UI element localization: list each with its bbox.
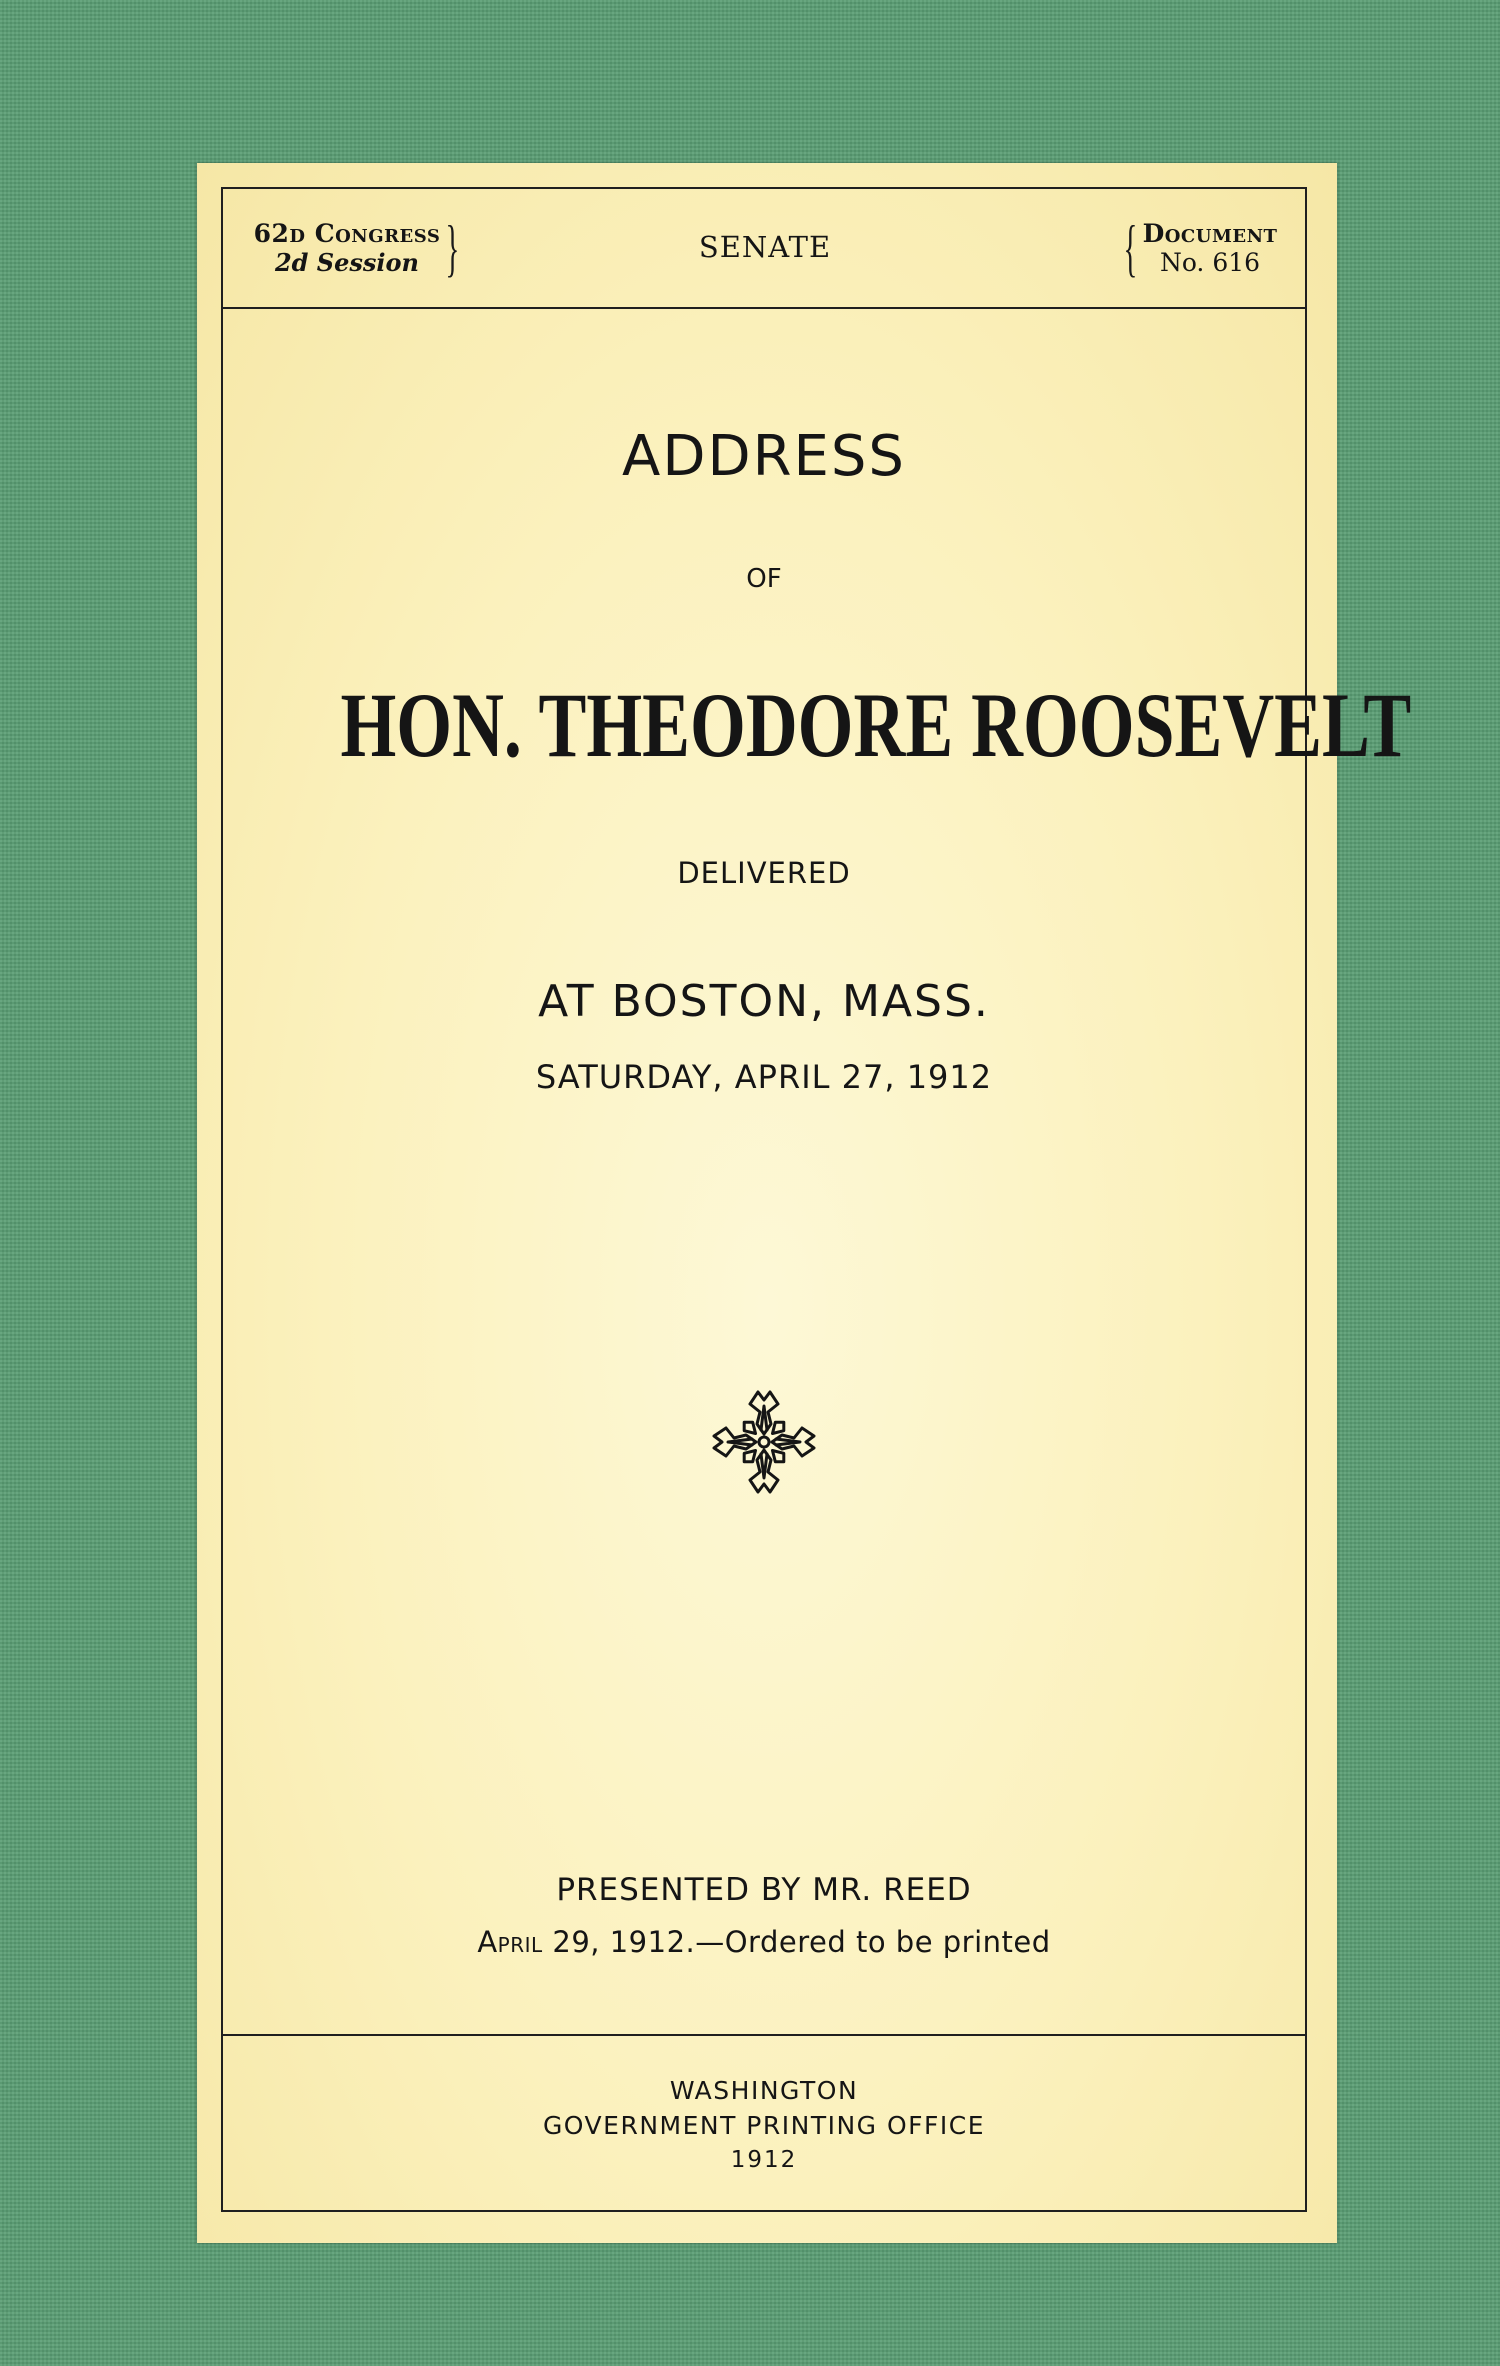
document-number-block [1135, 219, 1285, 277]
document-label: Document [1142, 219, 1278, 248]
title-of: OF [746, 564, 782, 594]
cross-flourish-ornament-icon [709, 1384, 819, 1500]
ordered-text: 29, 1912.—Ordered to be printed [542, 1925, 1051, 1959]
cover-frame [221, 187, 1412, 2212]
chamber-label: SENATE [698, 230, 832, 264]
title-heading: ADDRESS [622, 424, 906, 489]
publisher-office: GOVERNMENT PRINTING OFFICE [542, 2111, 986, 2140]
footer-rule [221, 2034, 1307, 2036]
left-brace-icon: { [1123, 212, 1138, 283]
presented-by: PRESENTED BY MR. REED [556, 1872, 972, 1908]
document-number: No. 616 [1159, 248, 1261, 277]
congress-session-block [252, 219, 442, 277]
title-date: SATURDAY, APRIL 27, 1912 [535, 1058, 993, 1096]
ordered-month: April [477, 1925, 543, 1959]
publisher-city: WASHINGTON [669, 2076, 859, 2105]
title-place: AT BOSTON, MASS. [538, 976, 990, 1027]
title-delivered: DELIVERED [677, 856, 851, 890]
title-name: HON. THEODORE ROOSEVELT [340, 674, 1412, 776]
right-brace-icon: } [445, 212, 460, 283]
publisher-year: 1912 [730, 2147, 798, 2173]
ordered-line [221, 1925, 1307, 1959]
session-label: 2d Session [274, 248, 420, 277]
header-rule [221, 307, 1307, 309]
congress-label: 62d Congress [253, 219, 441, 248]
